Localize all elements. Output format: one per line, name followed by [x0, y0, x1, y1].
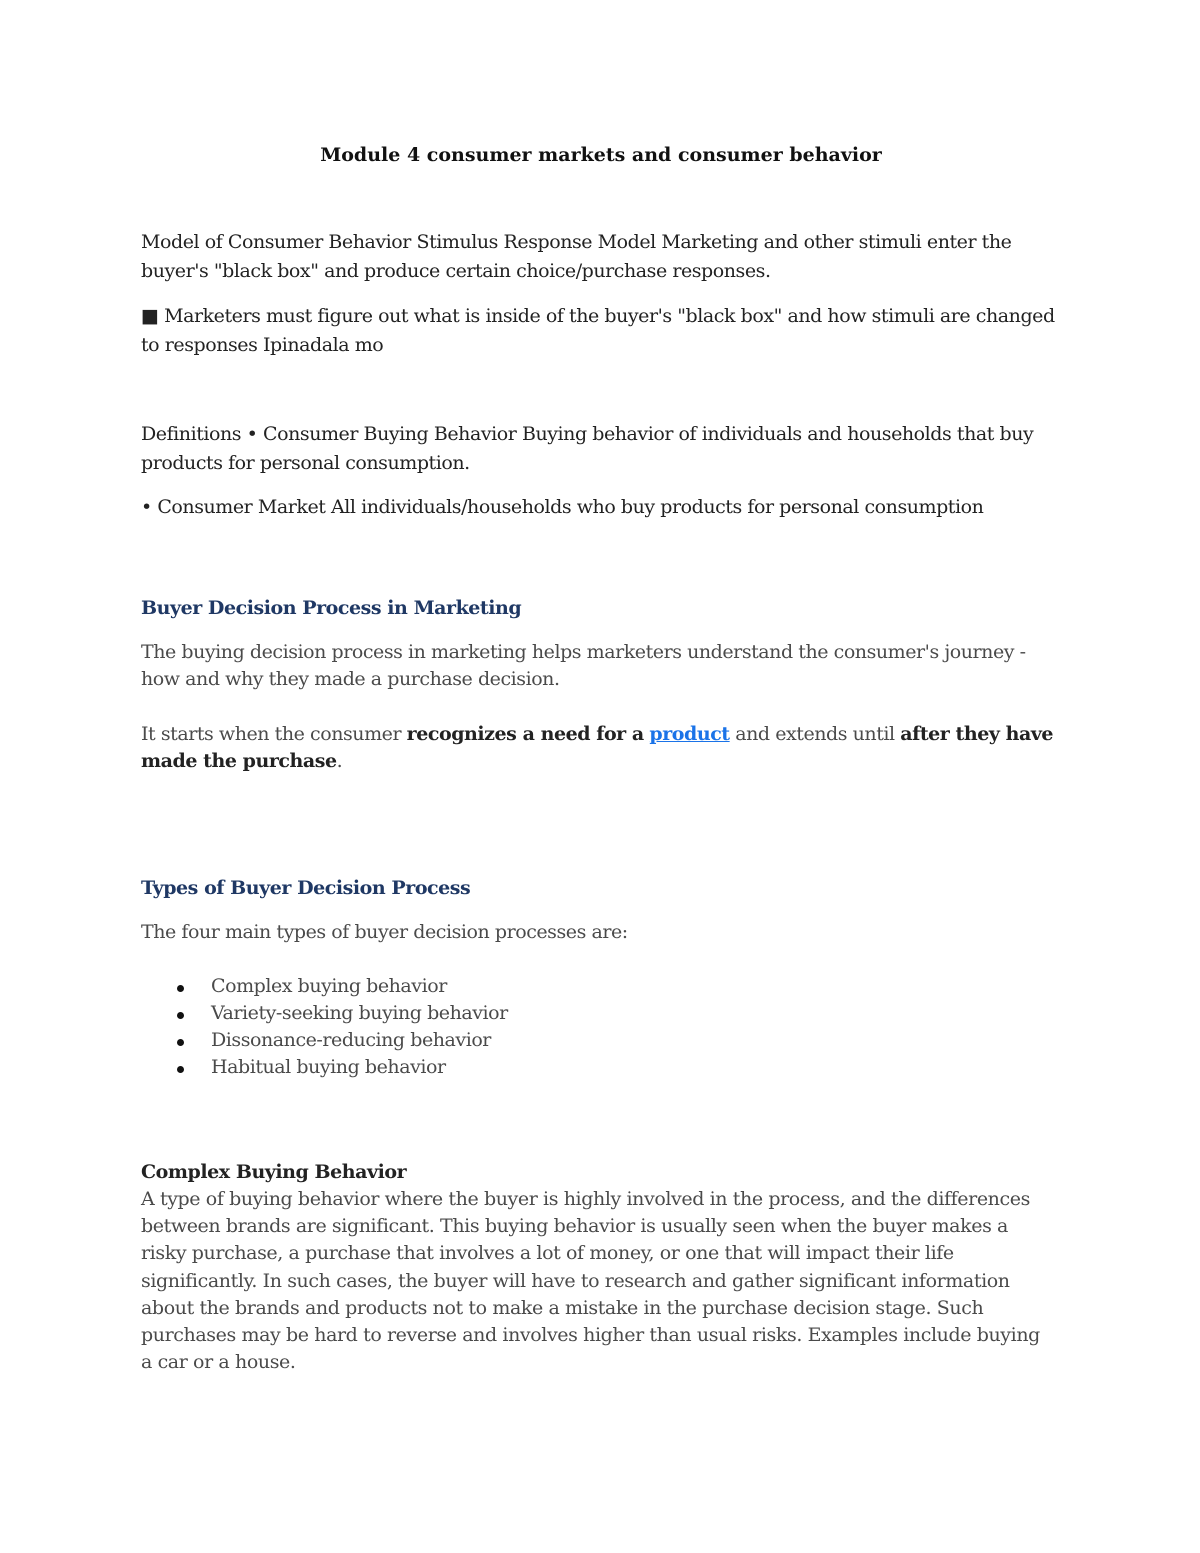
list-item-label: Habitual buying behavior	[211, 1056, 446, 1078]
complex-buying-body: A type of buying behavior where the buyer is highly involved in the process, and the differences between brands are significant. This buying behavior is usually seen when the buyer makes a risky purchase, a purchase that involves a lot of money, or one that will impact their life significantly. In such cases, the buyer will have to research and gather significant information about the brands and products not to make a mistake in the purchase decision stage. Such purchases may be hard to reverse and involves higher than usual risks. Examples include buying a car or a house.	[141, 1188, 1040, 1374]
list-item-label: Complex buying behavior	[211, 975, 447, 997]
document-title: Module 4 consumer markets and consumer behavior	[320, 144, 882, 166]
marketers-paragraph: ■ Marketers must figure out what is inside of the buyer's "black box" and how stimuli are changed to responses Ipinadala mo	[141, 305, 1055, 356]
list-item	[141, 1027, 1061, 1054]
buyer-decision-starts-paragraph	[141, 721, 1061, 775]
list-item	[141, 1000, 1061, 1027]
buyer-decision-heading: Buyer Decision Process in Marketing	[141, 597, 522, 619]
list-item	[141, 973, 1061, 1000]
list-item-label: Variety-seeking buying behavior	[211, 1002, 508, 1024]
product-link[interactable]: product	[649, 723, 730, 745]
complex-buying-heading: Complex Buying Behavior	[141, 1161, 407, 1183]
starts-middle-text: and extends until	[729, 723, 901, 745]
types-list	[141, 973, 1061, 1081]
list-item-label: Dissonance-reducing behavior	[211, 1029, 491, 1051]
list-item	[141, 1054, 1061, 1081]
bullet-icon	[177, 985, 184, 992]
bullet-icon	[177, 1039, 184, 1046]
bullet-icon	[177, 1012, 184, 1019]
consumer-market-paragraph: • Consumer Market All individuals/households who buy products for personal consumption	[141, 496, 984, 518]
buyer-decision-intro: The buying decision process in marketing helps marketers understand the consumer's journey - how and why they made a purchase decision.	[141, 641, 1026, 690]
bullet-icon	[177, 1066, 184, 1073]
types-heading: Types of Buyer Decision Process	[141, 877, 471, 899]
starts-end-text: .	[336, 750, 343, 772]
starts-bold-need-text: recognizes a need for a	[406, 723, 644, 745]
starts-bold-purchase-text: after they have made the purchase	[141, 723, 1054, 772]
types-intro: The four main types of buyer decision processes are:	[141, 921, 628, 943]
model-paragraph: Model of Consumer Behavior Stimulus Response Model Marketing and other stimuli enter the buyer's "black box" and produce certain choice/purchase responses.	[141, 231, 1012, 282]
starts-prefix-text: It starts when the consumer	[141, 723, 407, 745]
document-page	[141, 140, 1061, 1376]
definitions-paragraph: Definitions • Consumer Buying Behavior Buying behavior of individuals and households that buy products for personal consumption.	[141, 423, 1034, 474]
